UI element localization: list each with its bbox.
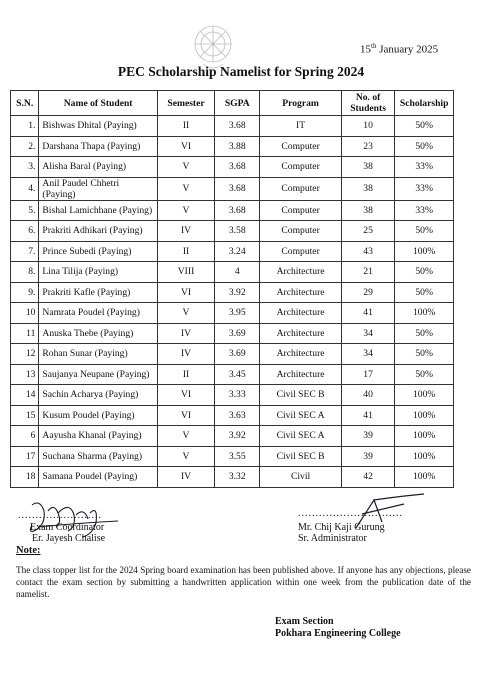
cell-program: Architecture	[260, 262, 341, 283]
cell-program: IT	[260, 116, 341, 137]
cell-semester: VI	[157, 385, 214, 406]
administrator-signature-line: ..............................	[298, 508, 403, 519]
cell-student-name: Namrata Poudel (Paying)	[39, 303, 157, 324]
cell-sn: 5.	[11, 200, 39, 221]
cell-sn: 9.	[11, 282, 39, 303]
cell-scholarship: 100%	[395, 241, 454, 262]
cell-sgpa: 3.32	[215, 467, 260, 488]
cell-scholarship: 100%	[395, 303, 454, 324]
cell-no-of-students: 23	[341, 136, 395, 157]
cell-semester: IV	[157, 221, 214, 242]
cell-program: Architecture	[260, 344, 341, 365]
cell-sgpa: 3.69	[215, 344, 260, 365]
cell-semester: II	[157, 116, 214, 137]
cell-sn: 6	[11, 426, 39, 447]
cell-sn: 3.	[11, 157, 39, 178]
table-row	[11, 323, 454, 344]
cell-sn: 1.	[11, 116, 39, 137]
coordinator-signature-line: ........................	[18, 510, 102, 521]
cell-semester: V	[157, 426, 214, 447]
office-college: Pokhara Engineering College	[275, 628, 401, 639]
cell-sn: 8.	[11, 262, 39, 283]
cell-student-name: Sachin Acharya (Paying)	[39, 385, 157, 406]
cell-scholarship: 50%	[395, 323, 454, 344]
cell-sgpa: 3.68	[215, 200, 260, 221]
table-row	[11, 405, 454, 426]
cell-no-of-students: 34	[341, 344, 395, 365]
cell-semester: V	[157, 157, 214, 178]
coordinator-title: Exam Coordinator	[30, 522, 105, 533]
cell-semester: II	[157, 364, 214, 385]
cell-semester: IV	[157, 467, 214, 488]
cell-scholarship: 50%	[395, 116, 454, 137]
cell-student-name: Suchana Sharma (Paying)	[39, 446, 157, 467]
table-row	[11, 177, 454, 200]
cell-sgpa: 3.92	[215, 426, 260, 447]
issuing-office	[275, 616, 401, 640]
cell-no-of-students: 10	[341, 116, 395, 137]
table-row	[11, 200, 454, 221]
cell-sgpa: 3.69	[215, 323, 260, 344]
cell-scholarship: 50%	[395, 221, 454, 242]
cell-sn: 15	[11, 405, 39, 426]
cell-sgpa: 3.92	[215, 282, 260, 303]
table-body	[11, 116, 454, 488]
cell-sn: 11	[11, 323, 39, 344]
column-header-sgpa: SGPA	[215, 91, 260, 116]
note-heading: Note:	[16, 545, 41, 556]
cell-no-of-students: 39	[341, 426, 395, 447]
cell-student-name: Anil Paudel Chhetri (Paying)	[39, 177, 157, 200]
cell-sgpa: 3.95	[215, 303, 260, 324]
cell-program: Architecture	[260, 323, 341, 344]
cell-student-name: Prince Subedi (Paying)	[39, 241, 157, 262]
cell-no-of-students: 38	[341, 157, 395, 178]
table-row	[11, 157, 454, 178]
cell-sn: 10	[11, 303, 39, 324]
cell-sn: 2.	[11, 136, 39, 157]
table-row	[11, 262, 454, 283]
cell-no-of-students: 40	[341, 385, 395, 406]
scholarship-table	[10, 90, 454, 488]
cell-sgpa: 3.68	[215, 157, 260, 178]
table-row	[11, 303, 454, 324]
cell-no-of-students: 21	[341, 262, 395, 283]
cell-no-of-students: 43	[341, 241, 395, 262]
cell-sn: 6.	[11, 221, 39, 242]
cell-sn: 17	[11, 446, 39, 467]
cell-sgpa: 3.58	[215, 221, 260, 242]
cell-no-of-students: 41	[341, 405, 395, 426]
cell-no-of-students: 34	[341, 323, 395, 344]
cell-sgpa: 4	[215, 262, 260, 283]
cell-sn: 14	[11, 385, 39, 406]
cell-student-name: Prakriti Kafle (Paying)	[39, 282, 157, 303]
cell-student-name: Lina Tilija (Paying)	[39, 262, 157, 283]
cell-student-name: Saujanya Neupane (Paying)	[39, 364, 157, 385]
cell-sgpa: 3.63	[215, 405, 260, 426]
cell-scholarship: 33%	[395, 200, 454, 221]
cell-student-name: Anuska Thebe (Paying)	[39, 323, 157, 344]
cell-program: Computer	[260, 221, 341, 242]
cell-student-name: Darshana Thapa (Paying)	[39, 136, 157, 157]
cell-program: Computer	[260, 157, 341, 178]
cell-program: Civil	[260, 467, 341, 488]
cell-program: Architecture	[260, 364, 341, 385]
office-section: Exam Section	[275, 616, 334, 627]
cell-sgpa: 3.68	[215, 177, 260, 200]
cell-sgpa: 3.33	[215, 385, 260, 406]
cell-scholarship: 50%	[395, 262, 454, 283]
table-row	[11, 364, 454, 385]
cell-student-name: Rohan Sunar (Paying)	[39, 344, 157, 365]
table-row	[11, 344, 454, 365]
administrator-name: Mr. Chij Kaji Gurung	[298, 522, 385, 533]
column-header-semester: Semester	[157, 91, 214, 116]
cell-sn: 7.	[11, 241, 39, 262]
table-header-row	[11, 91, 454, 116]
table-row	[11, 116, 454, 137]
cell-semester: VI	[157, 136, 214, 157]
table-row	[11, 446, 454, 467]
cell-student-name: Alisha Baral (Paying)	[39, 157, 157, 178]
cell-program: Computer	[260, 136, 341, 157]
table-row	[11, 136, 454, 157]
cell-student-name: Prakriti Adhikari (Paying)	[39, 221, 157, 242]
cell-program: Architecture	[260, 282, 341, 303]
cell-semester: VI	[157, 405, 214, 426]
cell-no-of-students: 38	[341, 177, 395, 200]
cell-sgpa: 3.68	[215, 116, 260, 137]
cell-scholarship: 100%	[395, 467, 454, 488]
cell-scholarship: 50%	[395, 364, 454, 385]
cell-semester: VIII	[157, 262, 214, 283]
cell-no-of-students: 41	[341, 303, 395, 324]
cell-program: Computer	[260, 241, 341, 262]
cell-student-name: Kusum Poudel (Paying)	[39, 405, 157, 426]
cell-program: Civil SEC A	[260, 426, 341, 447]
cell-student-name: Samana Poudel (Paying)	[39, 467, 157, 488]
cell-sgpa: 3.45	[215, 364, 260, 385]
cell-scholarship: 100%	[395, 426, 454, 447]
cell-student-name: Aayusha Khanal (Paying)	[39, 426, 157, 447]
cell-semester: V	[157, 446, 214, 467]
cell-semester: II	[157, 241, 214, 262]
coordinator-name: Er. Jayesh Chalise	[32, 533, 106, 544]
cell-semester: V	[157, 177, 214, 200]
column-header-students: No. of Students	[341, 91, 395, 116]
column-header-program: Program	[260, 91, 341, 116]
cell-sn: 12	[11, 344, 39, 365]
column-header-name: Name of Student	[39, 91, 157, 116]
cell-no-of-students: 17	[341, 364, 395, 385]
table-row	[11, 385, 454, 406]
cell-sgpa: 3.88	[215, 136, 260, 157]
cell-sn: 13	[11, 364, 39, 385]
cell-semester: VI	[157, 282, 214, 303]
cell-sgpa: 3.55	[215, 446, 260, 467]
cell-scholarship: 50%	[395, 344, 454, 365]
cell-sgpa: 3.24	[215, 241, 260, 262]
cell-scholarship: 100%	[395, 385, 454, 406]
cell-no-of-students: 42	[341, 467, 395, 488]
cell-sn: 18	[11, 467, 39, 488]
cell-scholarship: 100%	[395, 446, 454, 467]
cell-no-of-students: 25	[341, 221, 395, 242]
cell-semester: IV	[157, 323, 214, 344]
cell-scholarship: 33%	[395, 157, 454, 178]
cell-semester: V	[157, 200, 214, 221]
cell-scholarship: 100%	[395, 405, 454, 426]
column-header-scholarship: Scholarship	[395, 91, 454, 116]
cell-sn: 4.	[11, 177, 39, 200]
administrator-title: Sr. Administrator	[298, 533, 367, 544]
cell-program: Civil SEC B	[260, 446, 341, 467]
cell-program: Civil SEC A	[260, 405, 341, 426]
table-row	[11, 241, 454, 262]
cell-semester: V	[157, 303, 214, 324]
cell-program: Civil SEC B	[260, 385, 341, 406]
cell-program: Computer	[260, 177, 341, 200]
table-row	[11, 282, 454, 303]
cell-student-name: Bishal Lamichhane (Paying)	[39, 200, 157, 221]
cell-scholarship: 50%	[395, 282, 454, 303]
cell-no-of-students: 39	[341, 446, 395, 467]
table-row	[11, 467, 454, 488]
cell-semester: IV	[157, 344, 214, 365]
cell-scholarship: 50%	[395, 136, 454, 157]
cell-program: Architecture	[260, 303, 341, 324]
document-title: PEC Scholarship Namelist for Spring 2024	[117, 64, 365, 79]
note-text: The class topper list for the 2024 Spring board examination has been published above. If anyone has any objections, please contact the exam section by submitting a handwritten application within one week from the publication date of the namelist.	[16, 565, 471, 599]
cell-no-of-students: 29	[341, 282, 395, 303]
publication-date: 15th January 2025	[360, 42, 439, 56]
table-row	[11, 426, 454, 447]
cell-program: Computer	[260, 200, 341, 221]
table-row	[11, 221, 454, 242]
cell-scholarship: 33%	[395, 177, 454, 200]
cell-no-of-students: 38	[341, 200, 395, 221]
column-header-sn: S.N.	[11, 91, 39, 116]
cell-student-name: Bishwas Dhital (Paying)	[39, 116, 157, 137]
